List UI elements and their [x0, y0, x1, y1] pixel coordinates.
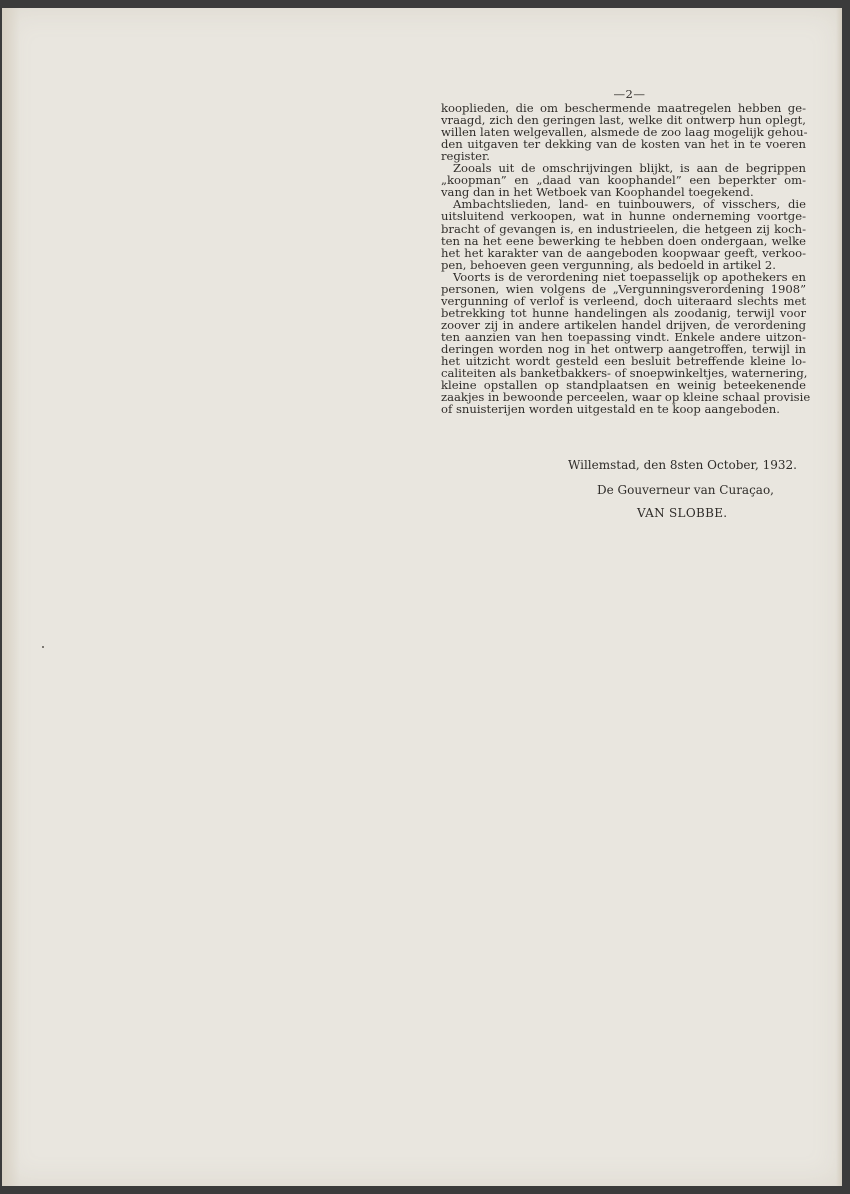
text-line: vraagd, zich den geringen last, welke dit ontwerp hun oplegt, [441, 113, 806, 128]
text-line: deringen worden nog in het ontwerp aangetroffen, terwijl in [441, 341, 806, 356]
paragraph-4 [441, 269, 811, 417]
text-line: zoover zij in andere artikelen handel drijven, de verordening [441, 317, 806, 332]
text-line: kleine opstallen op standplaatsen en weinig beteekenende [441, 378, 806, 393]
text-line: willen laten welgevallen, alsmede de zoo laag mogelijk gehou- [441, 125, 808, 140]
text-line: Zooals uit de omschrijvingen blijkt, is aan de begrippen [453, 161, 806, 176]
text-line: Voorts is de verordening niet toepasselijk op apothekers en [453, 269, 806, 284]
text-line: personen, wien volgens de „Vergunningsverordening 1908” [441, 281, 806, 296]
text-line: den uitgaven ter dekking van de kosten van het in te voeren [441, 137, 806, 152]
text-line: pen, behoeven geen vergunning, als bedoeld in artikel 2. [441, 257, 776, 272]
signature-name: VAN SLOBBE. [637, 506, 728, 520]
governor-title: De Gouverneur van Curaçao, [597, 483, 774, 497]
text-line: het het karakter van de aangeboden koopwaar geeft, verkoo- [441, 245, 806, 260]
text-line: kooplieden, die om beschermende maatregelen hebben ge- [441, 101, 806, 116]
body-text-column [441, 87, 811, 417]
text-line: het uitzicht wordt gesteld een besluit betreffende kleine lo- [441, 354, 806, 369]
page-edge-shading-right [836, 8, 842, 1186]
text-line: bracht of gevangen is, en industrieelen, die hetgeen zij koch- [441, 221, 806, 236]
text-line: betrekking tot hunne handelingen als zoodanig, terwijl voor [441, 305, 806, 320]
speck-mark [42, 646, 44, 648]
text-line: ten aanzien van hen toepassing vindt. Enkele andere uitzon- [441, 329, 806, 344]
paragraph-3 [441, 198, 806, 270]
text-line: Ambachtslieden, land- en tuinbouwers, of visschers, die [453, 197, 806, 212]
page-edge-shading-left [2, 8, 20, 1186]
text-line: caliteiten als banketbakkers- of snoepwinkeltjes, waternering, [441, 366, 808, 381]
text-line: „koopman” en „daad van koophandel” een beperkter om- [441, 173, 806, 188]
text-line: uitsluitend verkoopen, wat in hunne onderneming voortge- [441, 209, 806, 224]
text-line: of snuisterijen worden uitgestald en te koop aangeboden. [441, 402, 780, 417]
page-number: —2— [613, 87, 646, 101]
text-line: vergunning of verlof is verleend, doch uiteraard slechts met [441, 293, 806, 308]
text-line: register. [441, 149, 490, 164]
text-line: vang dan in het Wetboek van Koophandel toegekend. [441, 185, 754, 200]
place-date-line: Willemstad, den 8sten October, 1932. [568, 458, 797, 472]
paragraph-1 [441, 102, 806, 162]
paragraph-2 [441, 162, 806, 198]
text-line: zaakjes in bewoonde perceelen, waar op kleine schaal provisie [441, 390, 811, 405]
text-line: ten na het eene bewerking te hebben doen ondergaan, welke [441, 233, 806, 248]
